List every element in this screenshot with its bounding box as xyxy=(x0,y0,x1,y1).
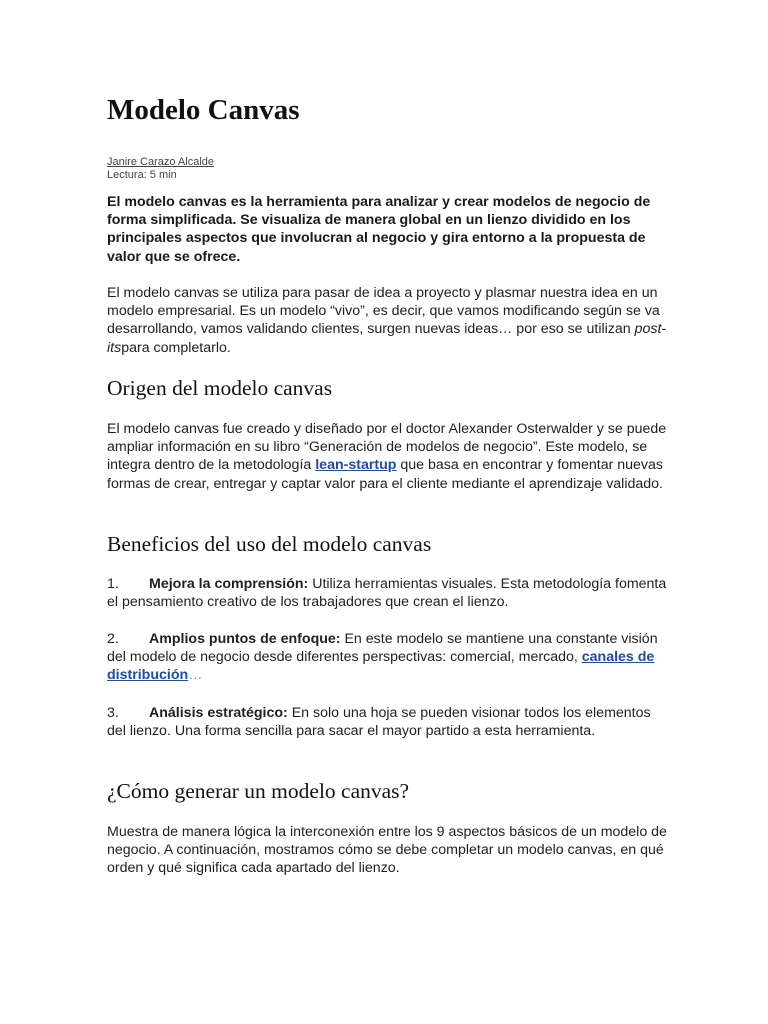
origen-paragraph xyxy=(107,420,667,493)
section-heading-como: ¿Cómo generar un modelo canvas? xyxy=(107,779,410,803)
page-title: Modelo Canvas xyxy=(107,94,300,126)
origen-text: El modelo canvas fue creado y diseñado por el doctor Alexander Osterwalder y se puede ampliar información en su libro “Generación de modelos de negocio”. Este modelo, se integra dentro de la metodología xyxy=(107,421,667,474)
list-item-title: Análisis estratégico: xyxy=(149,705,288,721)
intro-paragraph xyxy=(107,284,667,357)
intro-text-end: para completarlo. xyxy=(121,339,231,356)
list-number: 2. xyxy=(107,631,119,647)
ellipsis: … xyxy=(188,667,203,684)
list-item-text: En este modelo se mantiene una constante visión del modelo de negocio desde diferentes perspectivas: comercial, mercado, xyxy=(107,631,658,666)
list-item xyxy=(107,704,667,740)
intro-text: El modelo canvas se utiliza para pasar de idea a proyecto y plasmar nuestra idea en un modelo empresarial. Es un modelo “vivo”, es decir, que vamos modificando según se va desarrollando, vamos validando clientes, surgen nuevas ideas… por eso se utilizan xyxy=(107,285,660,338)
lead-paragraph: El modelo canvas es la herramienta para analizar y crear modelos de negocio de forma simplificada. Se visualiza de manera global en un lienzo dividido en los principales aspectos que involucran al negocio y gira entorno a la propuesta de valor que se ofrece. xyxy=(107,194,651,265)
byline xyxy=(107,156,214,182)
intro-italic: post-its xyxy=(107,321,667,356)
lean-startup-link[interactable]: lean-startup xyxy=(315,457,397,474)
list-item-title: Amplios puntos de enfoque: xyxy=(149,631,341,647)
author-link[interactable]: Janire Carazo Alcalde xyxy=(107,156,215,168)
list-item xyxy=(107,575,667,611)
list-item-text: En solo una hoja se pueden visionar todos los elementos del lienzo. Una forma sencilla para sacar el mayor partido a esta herramienta. xyxy=(107,705,651,740)
origen-text-end: que basa en encontrar y fomentar nuevas formas de crear, entregar y captar valor para el cliente mediante el aprendizaje validado. xyxy=(107,457,664,492)
list-item-text: Utiliza herramientas visuales. Esta metodología fomenta el pensamiento creativo de los trabajadores que crean el lienzo. xyxy=(107,576,667,611)
list-item-title: Mejora la comprensión: xyxy=(149,576,309,592)
list-number: 3. xyxy=(107,705,119,721)
section-heading-origen: Origen del modelo canvas xyxy=(107,376,333,400)
section-heading-beneficios: Beneficios del uso del modelo canvas xyxy=(107,532,432,556)
reading-time: Lectura: 5 min xyxy=(107,169,177,181)
list-item xyxy=(107,630,667,685)
como-paragraph: Muestra de manera lógica la interconexión entre los 9 aspectos básicos de un modelo de negocio. A continuación, mostramos cómo se debe completar un modelo canvas, en qué orden y qué significa cada apartado del lienzo. xyxy=(107,824,667,877)
list-number: 1. xyxy=(107,576,119,592)
canales-distribucion-link[interactable]: canales de distribución xyxy=(107,649,655,684)
